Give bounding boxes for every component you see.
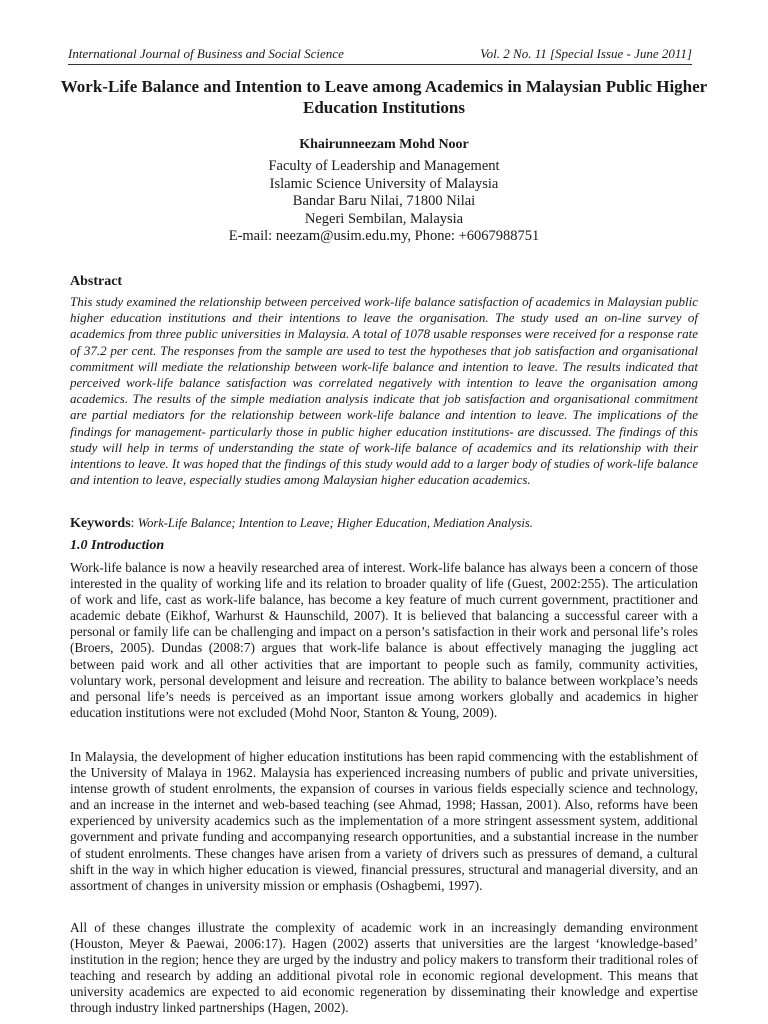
paper-title: Work-Life Balance and Intention to Leave among Academics in Malaysian Public Higher Education Institutions: [60, 77, 708, 117]
body-paragraph: All of these changes illustrate the complexity of academic work in an increasingly demanding environment (Houston, Meyer & Paewai, 2006:17). Hagen (2002) asserts that universities are the largest ‘knowledge-based’ institution in the region; hence they are urged by the industry and policy makers to transform their traditional roles of teaching and research by adding an additional pivotal role in economic regional development. This means that university academics are expected to aid economic regeneration by disseminating their knowledge and expertise through industry linked partnerships (Hagen, 2002).: [70, 920, 698, 1016]
journal-name: International Journal of Business and Social Science: [68, 46, 344, 61]
body-paragraph: In Malaysia, the development of higher education institutions has been rapid commencing with the establishment of the University of Malaya in 1962. Malaysia has experienced increasing numbers of public and private universities, intense growth of student enrolments, the expansion of courses in various fields especially science and technology, and an increase in the internet and web-based teaching (see Ahmad, 1998; Hassan, 2001). Also, reforms have been experienced by university academics such as the implementation of a more stringent assessment system, additional government and private funding and accompanying research opportunities, and a substantial increase in the number of student enrolments. These changes have arisen from a variety of drivers such as pressures of demand, a cultural shift in the way in which higher education is viewed, financial pressures, structural and managerial diversity, and an assortment of changes in university mission or emphasis (Oshagbemi, 1997).: [70, 749, 698, 893]
introduction-heading: 1.0 Introduction: [70, 538, 165, 553]
affiliation-line: Faculty of Leadership and Management: [268, 158, 500, 174]
author-affiliation: [0, 158, 768, 246]
affiliation-line: Bandar Baru Nilai, 71800 Nilai: [292, 193, 476, 210]
keywords-separator: :: [130, 515, 138, 530]
abstract-text: This study examined the relationship between perceived work-life balance satisfaction of academics in Malaysian public higher education institutions and their intentions to leave the organisation. The study used an on-line survey of academics from three public universities in Malaysia. A total of 1078 usable responses were received for a response rate of 37.2 per cent. The responses from the sample are used to test the hypotheses that job satisfaction and organisational commitment will mediate the relationship between work-life balance and intention to leave. The results indicated that perceived work-life balance satisfaction was correlated negatively with intention to leave the organisation among academics. The results of the simple mediation analysis indicate that job satisfaction and organisational commitment are partial mediators for the relationship between work-life balance and intention to leave. The implications of the findings for management- particularly those in public higher education institutions- are discussed. The findings of this study will help in terms of understanding the state of work-life balance of academics and its relationship with their intentions to leave. It was hoped that the findings of this study would add to a larger body of studies of work-life balance and intention to leave, especially studies among Malaysian higher education academics.: [70, 294, 698, 488]
running-header: [68, 46, 692, 65]
keywords-line: [70, 514, 698, 532]
affiliation-line: Negeri Sembilan, Malaysia: [304, 210, 464, 227]
keywords-label: Keywords: [70, 516, 131, 531]
contact-line: E-mail: neezam@usim.edu.my, Phone: +6067988751: [228, 228, 540, 245]
affiliation-line: Islamic Science University of Malaysia: [269, 175, 499, 192]
abstract-heading: Abstract: [70, 274, 123, 289]
issue-info: Vol. 2 No. 11 [Special Issue - June 2011]: [480, 46, 692, 61]
author-name: Khairunneezam Mohd Noor: [299, 137, 469, 152]
keywords-text: Work-Life Balance; Intention to Leave; Higher Education, Mediation Analysis.: [137, 516, 533, 530]
body-paragraph: Work-life balance is now a heavily researched area of interest. Work-life balance has always been a concern of those interested in the quality of working life and its relation to broader quality of life (Guest, 2002:255). The articulation of work and life, cast as work-life balance, has become a key feature of much current government, practitioner and academic debate (Eikhof, Warhurst & Haunschild, 2007). It is believed that balancing a successful career with a personal or family life can be challenging and impact on a person’s satisfaction in their work and personal life’s roles (Broers, 2005). Dundas (2008:7) argues that work-life balance is about effectively managing the juggling act between paid work and all other activities that are important to people such as family, community activities, voluntary work, personal development and leisure and recreation. The ability to balance between workplace’s needs and personal life’s needs is perceived as an important issue among workers globally and academics in higher education institutions were not excluded (Mohd Noor, Stanton & Young, 2009).: [70, 560, 698, 720]
